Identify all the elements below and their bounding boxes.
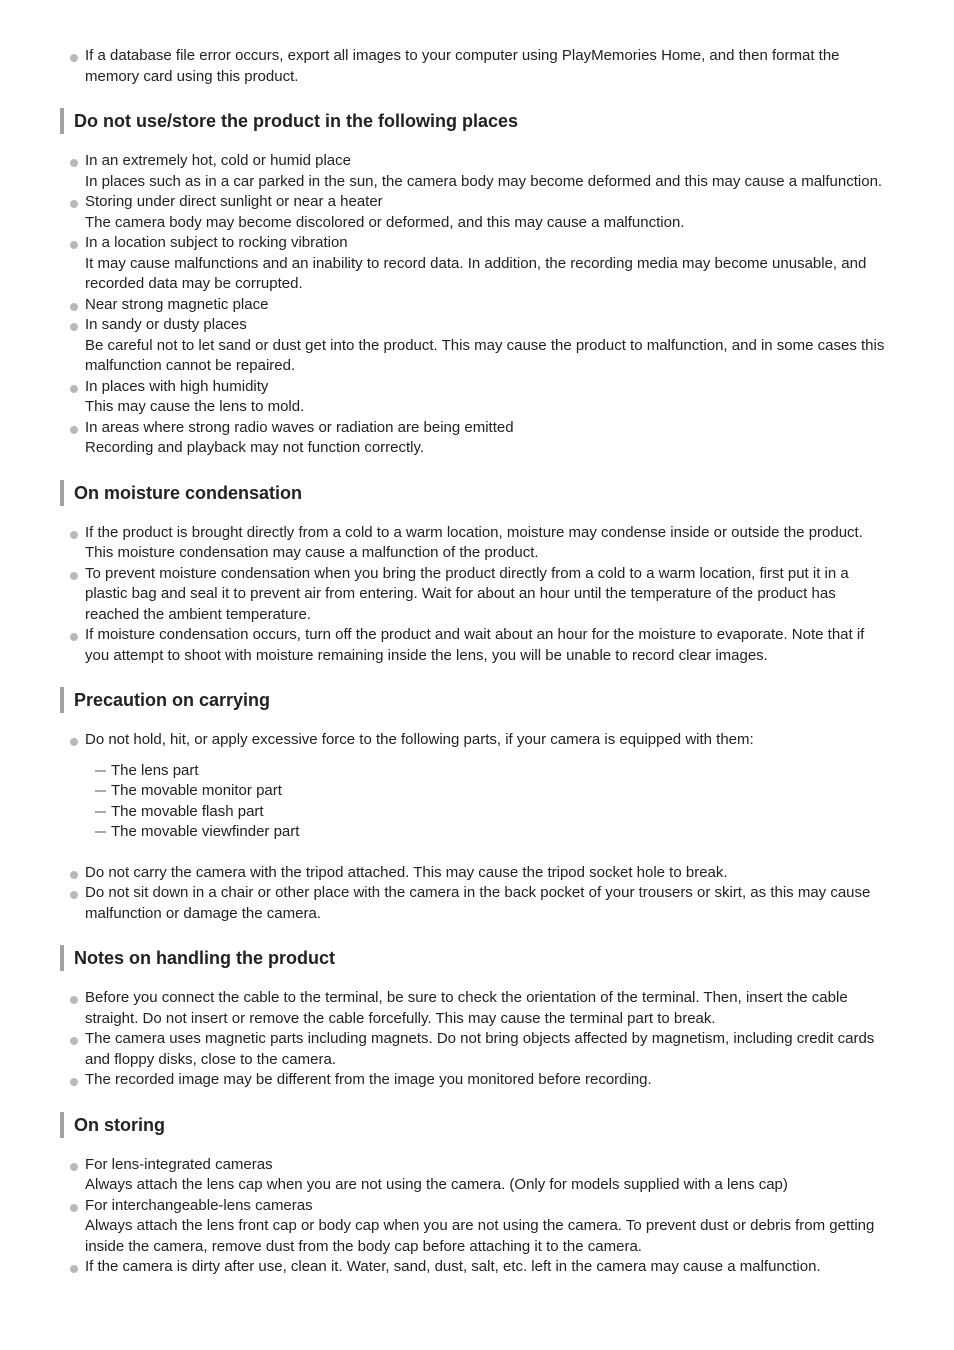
section-storing: [0, 1112, 954, 1278]
section-title: On storing: [60, 1112, 954, 1138]
section-moisture: [0, 480, 954, 667]
list-item: For lens-integrated cameras Always attach the lens cap when you are not using the camera. (Only for models supplied with a lens cap): [85, 1155, 892, 1196]
carrying-list: [0, 730, 954, 924]
list-item: In areas where strong radio waves or radiation are being emitted Recording and playback may not function correctly.: [85, 418, 892, 459]
section-places: [0, 108, 954, 459]
section-title: Precaution on carrying: [60, 687, 954, 713]
sublist-item: The movable flash part: [111, 802, 892, 823]
list-item: Near strong magnetic place: [85, 295, 892, 316]
section-handling: [0, 945, 954, 1091]
sublist-item: The movable viewfinder part: [111, 822, 892, 843]
section-title: Notes on handling the product: [60, 945, 954, 971]
list-item: In places with high humidity This may cause the lens to mold.: [85, 377, 892, 418]
sublist-item: The lens part: [111, 761, 892, 782]
places-list: [0, 151, 954, 459]
section-title: Do not use/store the product in the following places: [60, 108, 954, 134]
list-item: For interchangeable-lens cameras Always attach the lens front cap or body cap when you are not using the camera. To prevent dust or debris from getting inside the camera, remove dust from the body cap before attaching it to the camera.: [85, 1196, 892, 1258]
list-item: If moisture condensation occurs, turn off the product and wait about an hour for the moisture to evaporate. Note that if you attempt to shoot with moisture remaining inside the lens, you will be unable to record clear images.: [85, 625, 892, 666]
list-item: In an extremely hot, cold or humid place In places such as in a car parked in the sun, the camera body may become deformed and this may cause a malfunction.: [85, 151, 892, 192]
list-item: Do not sit down in a chair or other place with the camera in the back pocket of your trousers or skirt, as this may cause malfunction or damage the camera.: [85, 883, 892, 924]
list-item: If the product is brought directly from a cold to a warm location, moisture may condense inside or outside the product. This moisture condensation may cause a malfunction of the product.: [85, 523, 892, 564]
list-item: The recorded image may be different from the image you monitored before recording.: [85, 1070, 892, 1091]
section-title: On moisture condensation: [60, 480, 954, 506]
list-item: Do not carry the camera with the tripod attached. This may cause the tripod socket hole to break.: [85, 863, 892, 884]
list-item: The camera uses magnetic parts including magnets. Do not bring objects affected by magnetism, including credit cards and floppy disks, close to the camera.: [85, 1029, 892, 1070]
list-item: Storing under direct sunlight or near a heater The camera body may become discolored or deformed, and this may cause a malfunction.: [85, 192, 892, 233]
handling-list: [0, 988, 954, 1091]
list-item: Before you connect the cable to the terminal, be sure to check the orientation of the terminal. Then, insert the cable straight. Do not insert or remove the cable forcefully. This may cause the terminal part to break.: [85, 988, 892, 1029]
sublist-item: The movable monitor part: [111, 781, 892, 802]
storing-list: [0, 1155, 954, 1278]
document-page: [0, 46, 954, 1278]
moisture-list: [0, 523, 954, 667]
list-item: If a database file error occurs, export all images to your computer using PlayMemories Home, and then format the memory card using this product.: [85, 46, 892, 87]
list-item: Do not hold, hit, or apply excessive force to the following parts, if your camera is equipped with them: The lens part The movable monitor part The movable flash part The movable viewfinder part: [85, 730, 892, 843]
list-item: In a location subject to rocking vibration It may cause malfunctions and an inability to record data. In addition, the recording media may become unusable, and recorded data may be corrupted.: [85, 233, 892, 295]
list-item: If the camera is dirty after use, clean it. Water, sand, dust, salt, etc. left in the camera may cause a malfunction.: [85, 1257, 892, 1278]
intro-list: [0, 46, 954, 87]
list-item: To prevent moisture condensation when you bring the product directly from a cold to a warm location, first put it in a plastic bag and seal it to prevent air from entering. Wait for about an hour until the temperature of the product has reached the ambient temperature.: [85, 564, 892, 626]
section-carrying: [0, 687, 954, 924]
parts-sublist: [85, 761, 892, 843]
list-item: In sandy or dusty places Be careful not to let sand or dust get into the product. This may cause the product to malfunction, and in some cases this malfunction cannot be repaired.: [85, 315, 892, 377]
